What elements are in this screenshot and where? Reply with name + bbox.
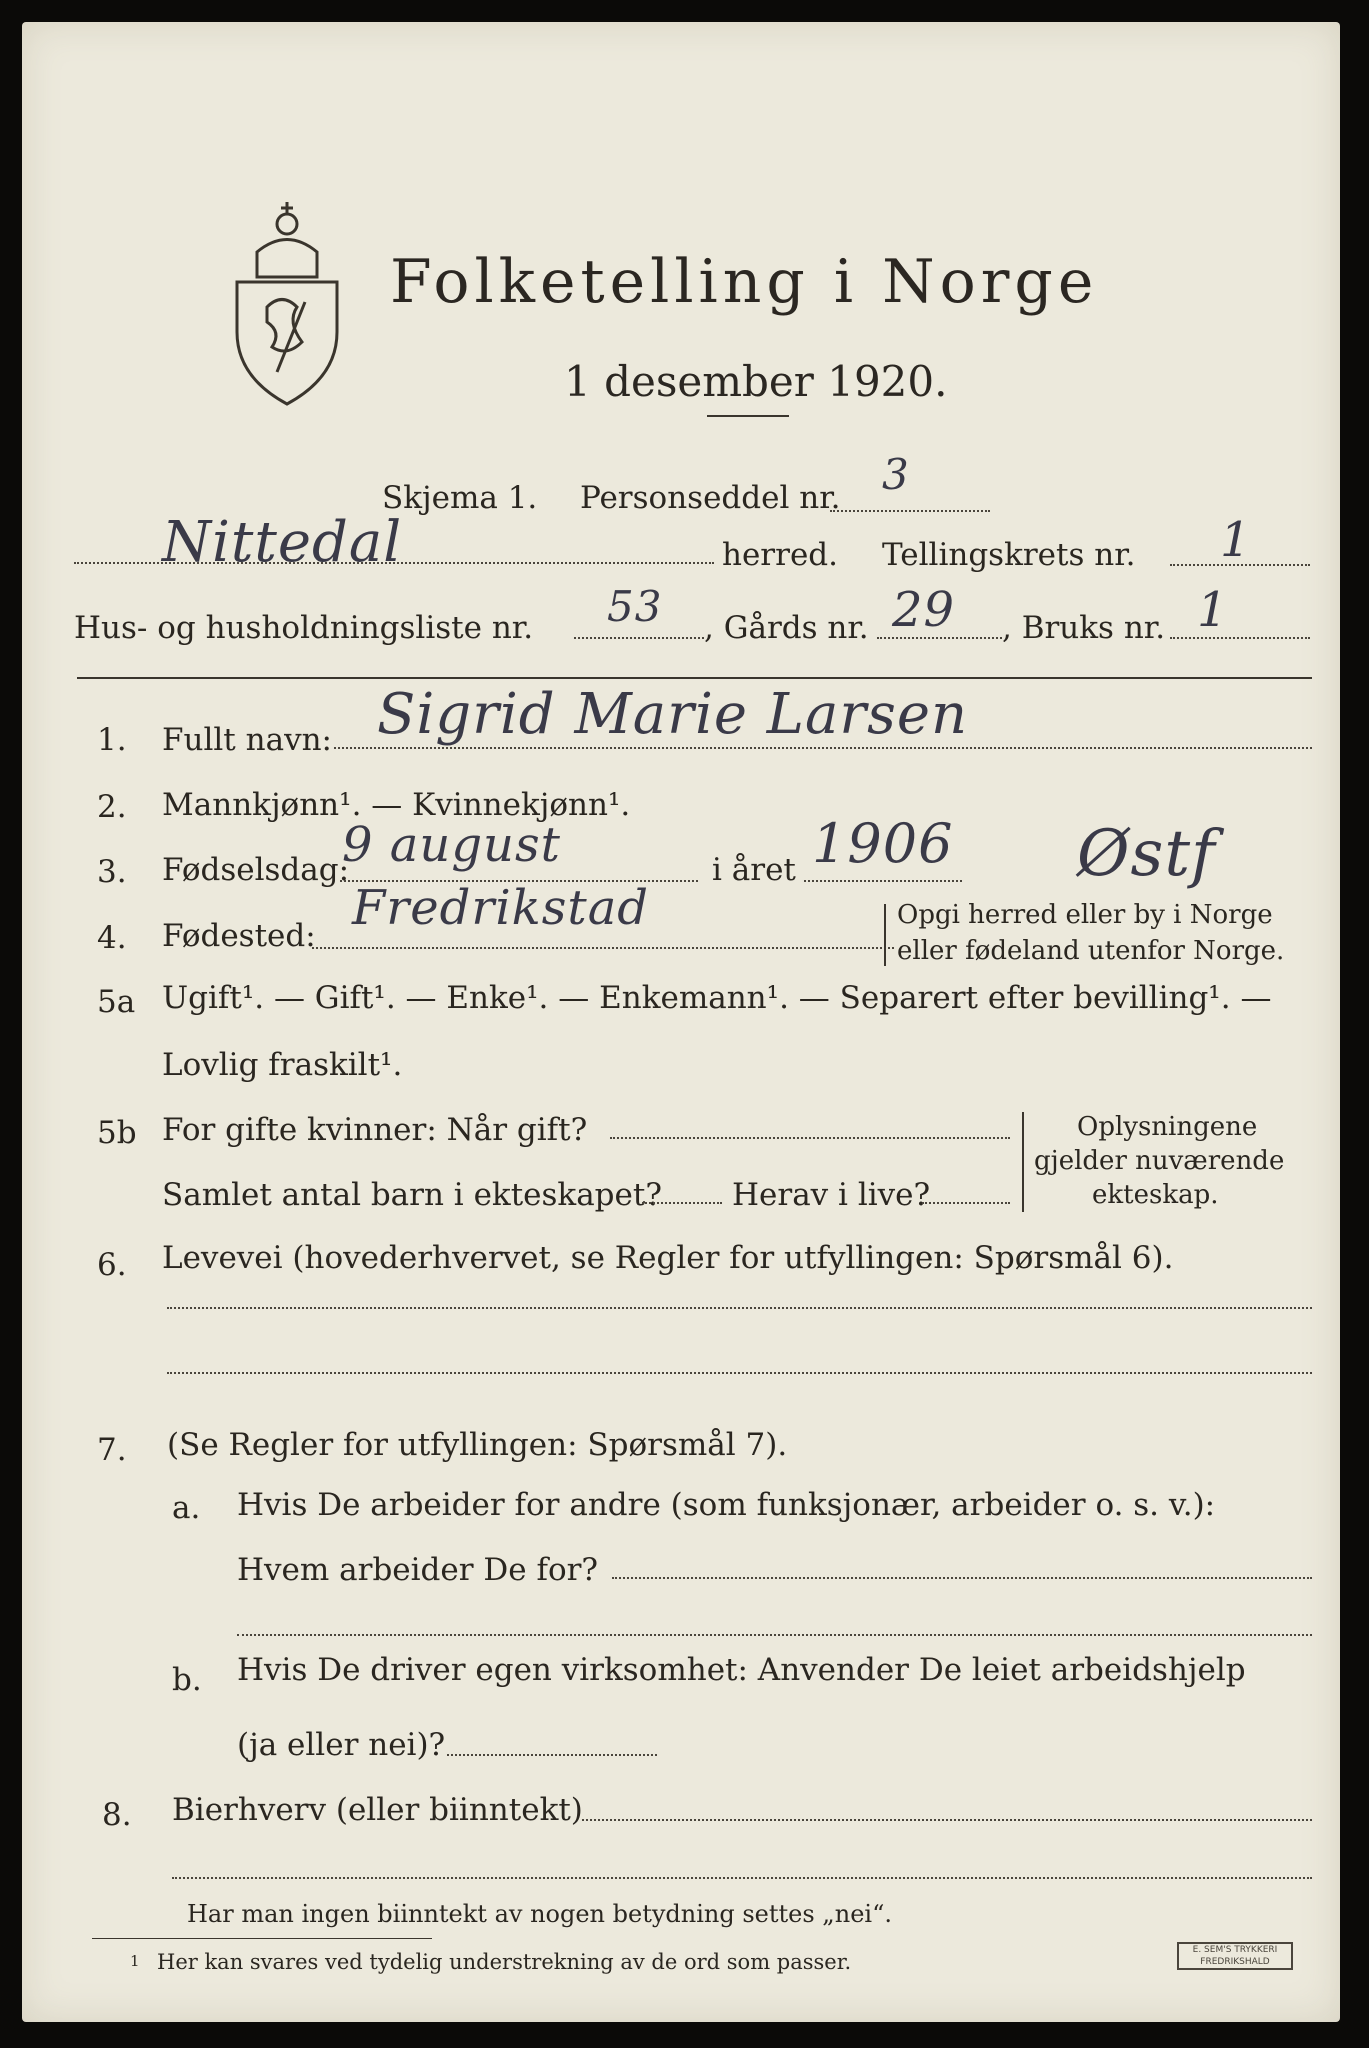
header-divider: [77, 677, 1312, 679]
q5b-line1: For gifte kvinner: Når gift?: [162, 1112, 588, 1148]
census-date: 1 desember 1920.: [564, 357, 948, 406]
q7b-line1: Hvis De driver egen virksomhet: Anvender De leiet arbeidshjelp: [237, 1652, 1246, 1688]
q7-number: 7.: [97, 1432, 127, 1468]
q6-line1: [167, 1307, 1312, 1309]
personseddel-value[interactable]: 3: [882, 450, 910, 499]
q5b-live-line: [922, 1202, 1010, 1204]
q5a-number: 5a: [97, 984, 136, 1020]
bruks-value[interactable]: 1: [1197, 582, 1229, 638]
q7-label: (Se Regler for utfyllingen: Spørsmål 7).: [167, 1427, 788, 1463]
herred-value[interactable]: Nittedal: [162, 510, 403, 575]
coat-of-arms-emblem: [227, 182, 347, 407]
q4-note-brace: [884, 904, 886, 966]
gards-label: , Gårds nr.: [704, 610, 869, 646]
gards-value[interactable]: 29: [892, 582, 956, 638]
q6-label: Levevei (hovederhvervet, se Regler for utfyllingen: Spørsmål 6).: [162, 1240, 1174, 1276]
q7a-line2: Hvem arbeider De for?: [237, 1552, 599, 1588]
q7b-line: [447, 1754, 657, 1756]
q3-year-line: [804, 880, 962, 882]
q8-number: 8.: [102, 1797, 132, 1833]
footnote-mark: 1: [130, 1952, 140, 1970]
q4-number: 4.: [97, 920, 127, 956]
q8-line-extra: [172, 1877, 1312, 1879]
census-form-sheet: [22, 22, 1340, 2022]
q7a-line: [612, 1577, 1312, 1579]
bruks-line: [1170, 637, 1310, 639]
q1-number: 1.: [97, 722, 127, 758]
title-divider: [707, 415, 789, 417]
q3-number: 3.: [97, 854, 127, 890]
q7a-line1: Hvis De arbeider for andre (som funksjonær, arbeider o. s. v.):: [237, 1487, 1216, 1523]
q6-number: 6.: [97, 1247, 127, 1283]
q5a-line2: Lovlig fraskilt¹.: [162, 1047, 403, 1083]
herred-label: herred.: [722, 537, 838, 573]
q4-note-line2: eller fødeland utenfor Norge.: [897, 936, 1285, 966]
q1-value[interactable]: Sigrid Marie Larsen: [377, 682, 969, 747]
skjema-label: Skjema 1.: [382, 480, 538, 516]
q1-label: Fullt navn:: [162, 722, 332, 758]
q4-note-line1: Opgi herred eller by i Norge: [897, 900, 1273, 930]
q2-label: Mannkjønn¹. — Kvinnekjønn¹.: [162, 787, 631, 823]
q5b-note-line3: ekteskap.: [1092, 1180, 1219, 1210]
q7a-letter: a.: [172, 1490, 201, 1526]
q5b-gift-line: [610, 1137, 1010, 1139]
form-title: Folketelling i Norge: [390, 247, 1099, 317]
personseddel-line: [830, 510, 990, 512]
q5b-note-line1: Oplysningene: [1077, 1112, 1258, 1142]
q8-line: [582, 1819, 1312, 1821]
q3-value[interactable]: 9 august: [342, 817, 561, 873]
q5b-barn-line: [642, 1202, 722, 1204]
q7b-line2: (ja eller nei)?: [237, 1727, 446, 1763]
q3-year-value[interactable]: 1906: [812, 812, 954, 875]
q5b-note-brace: [1022, 1112, 1024, 1212]
tellingskrets-label: Tellingskrets nr.: [882, 537, 1136, 573]
personseddel-label: Personseddel nr.: [580, 480, 841, 516]
q3-year-label: i året: [712, 852, 796, 888]
q5b-line2: Samlet antal barn i ekteskapet?: [162, 1177, 662, 1213]
q5b-line2b: Herav i live?: [732, 1177, 931, 1213]
tellingskrets-value[interactable]: 1: [1220, 512, 1252, 568]
q7a-line-extra: [237, 1634, 1312, 1636]
q3-margin-note: Østf: [1077, 817, 1216, 891]
q7b-letter: b.: [172, 1662, 202, 1698]
hus-line: [574, 637, 704, 639]
bruks-label: , Bruks nr.: [1002, 610, 1166, 646]
q3-label: Fødselsdag:: [162, 852, 350, 888]
footnote-divider: [92, 1938, 432, 1939]
q5a-line1: Ugift¹. — Gift¹. — Enke¹. — Enkemann¹. — Separert efter bevilling¹. —: [162, 980, 1272, 1016]
q2-number: 2.: [97, 789, 127, 825]
q5b-number: 5b: [97, 1115, 137, 1151]
q1-line: [334, 747, 1312, 749]
hus-value[interactable]: 53: [607, 582, 663, 631]
q5b-note-line2: gjelder nuværende: [1034, 1146, 1285, 1176]
hus-label: Hus- og husholdningsliste nr.: [74, 610, 534, 646]
q4-value[interactable]: Fredrikstad: [352, 880, 650, 936]
footer-note: Har man ingen biinntekt av nogen betydning settes „nei“.: [187, 1900, 892, 1928]
footnote-text: Her kan svares ved tydelig understrekning av de ord som passer.: [157, 1950, 852, 1974]
q6-line2: [167, 1372, 1312, 1374]
q4-label: Fødested:: [162, 918, 316, 954]
printer-mark: E. SEM'S TRYKKERI FREDRIKSHALD: [1177, 1942, 1293, 1970]
q8-label: Bierhverv (eller biinntekt): [172, 1792, 583, 1828]
q4-line: [312, 947, 894, 949]
